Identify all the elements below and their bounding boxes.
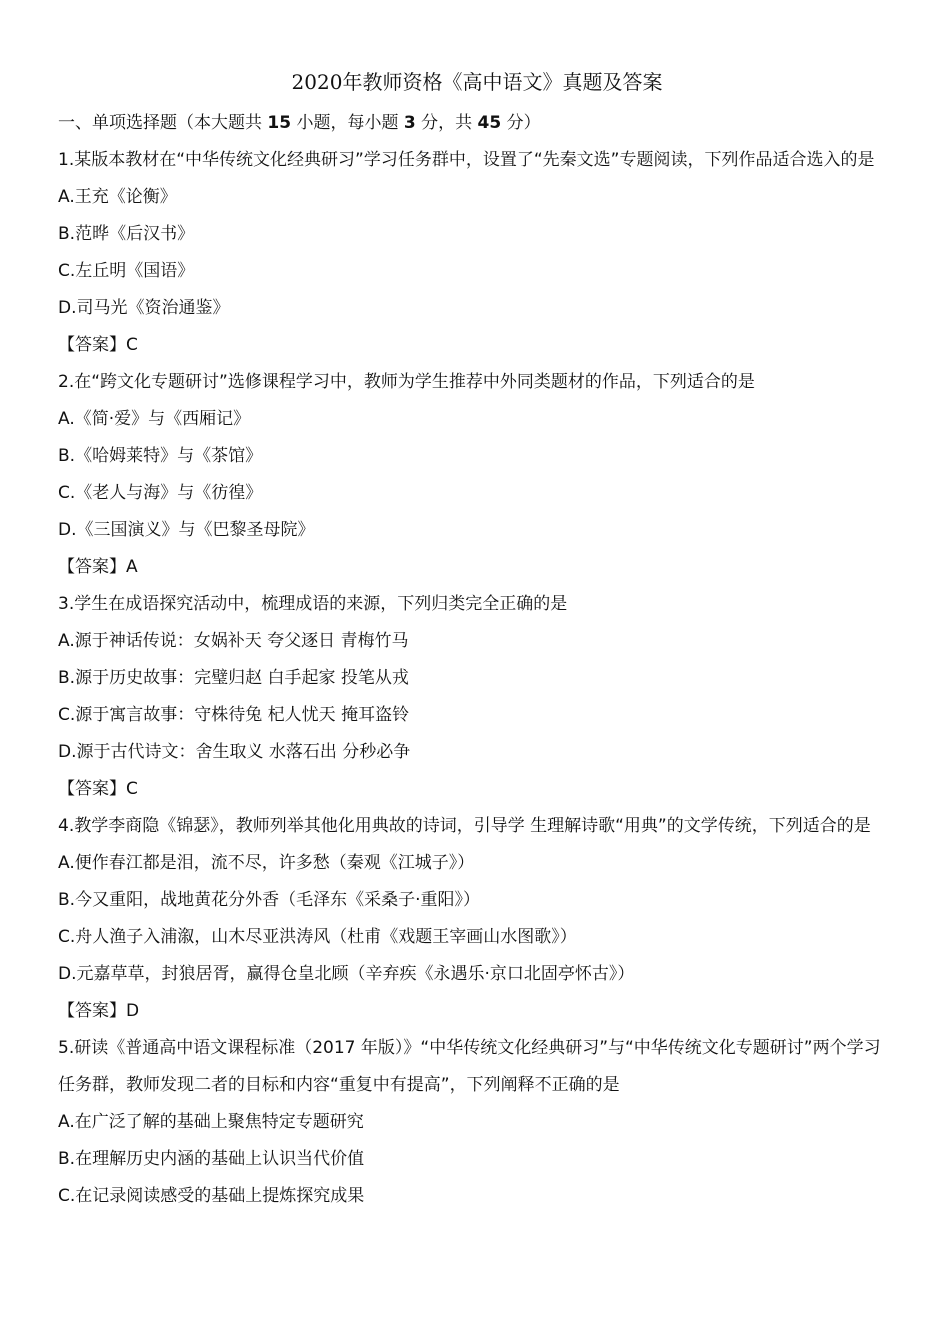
option-c: C.《老人与海》与《彷徨》 bbox=[58, 483, 263, 503]
question-2 bbox=[58, 364, 896, 586]
option-b: B.源于历史故事：完璧归赵 白手起家 投笔从戎 bbox=[58, 668, 409, 688]
document-title: 2020年教师资格《高中语文》真题及答案 bbox=[291, 70, 663, 94]
question-5 bbox=[58, 1030, 896, 1215]
option-c: C.源于寓言故事：守株待兔 杞人忧天 掩耳盗铃 bbox=[58, 705, 410, 725]
question-stem: 4.教学李商隐《锦瑟》，教师列举其他化用典故的诗词，引导学 生理解诗歌“用典”的文学传统，下列适合的是 bbox=[58, 816, 871, 836]
section-header: 一、单项选择题（本大题共 15 小题，每小题 3 分，共 45 分） bbox=[58, 113, 541, 133]
question-count: 15 bbox=[267, 113, 292, 133]
option-a: A.王充《论衡》 bbox=[58, 187, 177, 207]
question-stem: 2.在“跨文化专题研讨”选修课程学习中，教师为学生推荐中外同类题材的作品，下列适合的是 bbox=[58, 372, 755, 392]
option-b: B.《哈姆莱特》与《茶馆》 bbox=[58, 446, 263, 466]
option-d: D.元嘉草草，封狼居胥，赢得仓皇北顾（辛弃疾《永遇乐·京口北固亭怀古》） bbox=[58, 964, 635, 984]
option-b: B.在理解历史内涵的基础上认识当代价值 bbox=[58, 1149, 365, 1169]
option-d: D.司马光《资治通鉴》 bbox=[58, 298, 230, 318]
question-stem: 1.某版本教材在“中华传统文化经典研习”学习任务群中，设置了“先秦文选”专题阅读，下列作品适合选入的是 bbox=[58, 150, 875, 170]
question-3 bbox=[58, 586, 896, 808]
answer-label: 【答案】C bbox=[58, 335, 138, 355]
question-4 bbox=[58, 808, 896, 1030]
question-stem: 5.研读《普通高中语文课程标准（2017 年版）》“中华传统文化经典研习”与“中华传统文化专题研讨”两个学习任务群，教师发现二者的目标和内容“重复中有提高”，下列阐释不正确的是 bbox=[58, 1038, 881, 1095]
option-a: A.在广泛了解的基础上聚焦特定专题研究 bbox=[58, 1112, 364, 1132]
option-a: A.便作春江都是泪，流不尽，许多愁（秦观《江城子》） bbox=[58, 853, 475, 873]
question-1 bbox=[58, 142, 896, 364]
points-each: 3 bbox=[403, 113, 416, 133]
total-points: 45 bbox=[477, 113, 502, 133]
option-c: C.在记录阅读感受的基础上提炼探究成果 bbox=[58, 1186, 365, 1206]
option-d: D.源于古代诗文：舍生取义 水落石出 分秒必争 bbox=[58, 742, 411, 762]
option-c: C.舟人渔子入浦溆，山木尽亚洪涛风（杜甫《戏题王宰画山水图歌》） bbox=[58, 927, 577, 947]
option-c: C.左丘明《国语》 bbox=[58, 261, 195, 281]
option-b: B.范晔《后汉书》 bbox=[58, 224, 195, 244]
option-a: A.源于神话传说：女娲补天 夸父逐日 青梅竹马 bbox=[58, 631, 409, 651]
question-stem: 3.学生在成语探究活动中，梳理成语的来源，下列归类完全正确的是 bbox=[58, 594, 568, 614]
answer-label: 【答案】C bbox=[58, 779, 138, 799]
option-a: A.《简·爱》与《西厢记》 bbox=[58, 409, 251, 429]
answer-label: 【答案】A bbox=[58, 557, 138, 577]
option-d: D.《三国演义》与《巴黎圣母院》 bbox=[58, 520, 315, 540]
option-b: B.今又重阳，战地黄花分外香（毛泽东《采桑子·重阳》） bbox=[58, 890, 480, 910]
answer-label: 【答案】D bbox=[58, 1001, 140, 1021]
